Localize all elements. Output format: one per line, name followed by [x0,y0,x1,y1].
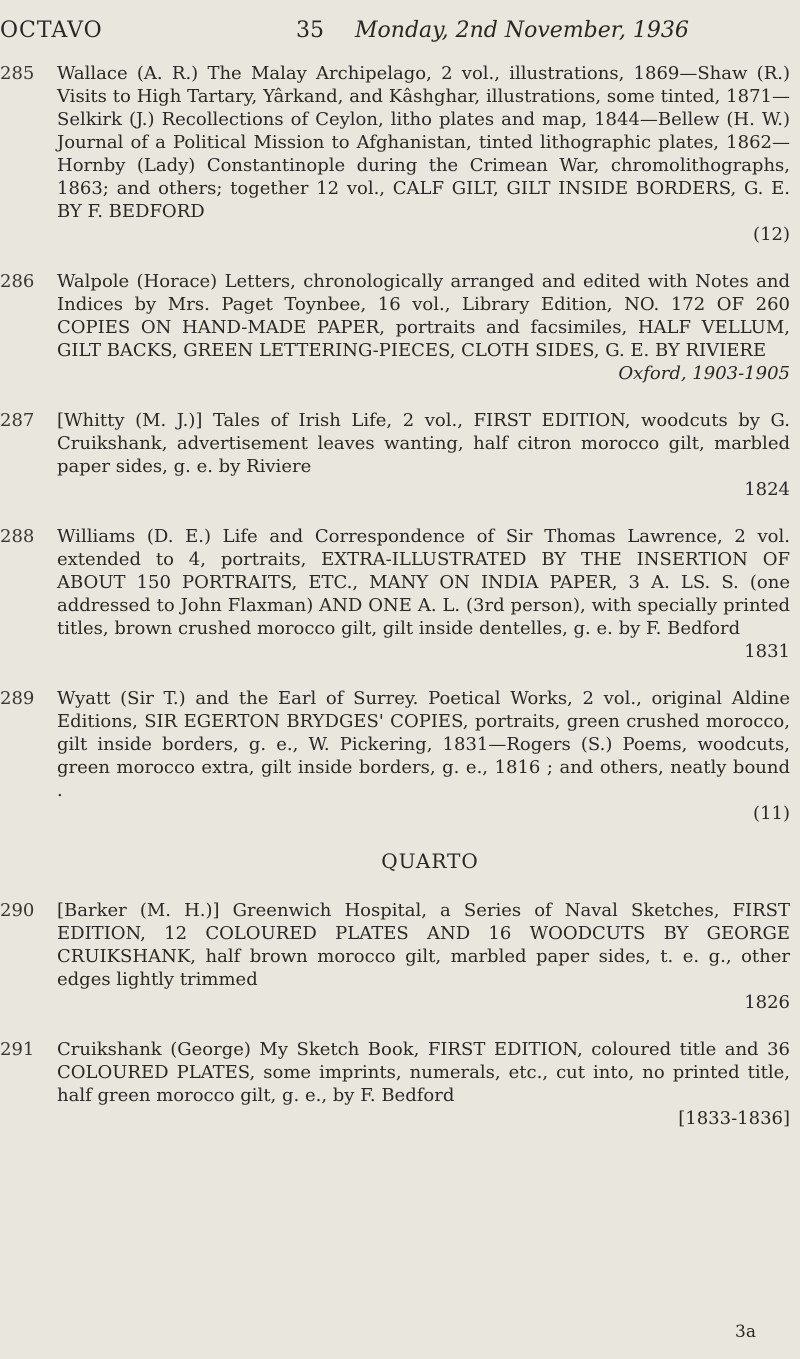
lot-entry [0,899,800,1014]
lot-quantity: (12) [753,224,790,245]
lot-entry [0,270,800,385]
page-number: 35 [296,18,324,43]
lot-entry [0,1038,800,1130]
lot-number: 289 [0,688,35,709]
sale-date: Monday, 2nd November, 1936 [355,18,689,43]
lot-description: Cruikshank (George) My Sketch Book, FIRST EDITION, coloured title and 36 COLOURED PLATES, some imprints, numerals, etc., cut into, no printed title, half green morocco gilt, g. e., by F. Bedford [57,1039,790,1106]
lot-year: 1824 [744,479,790,500]
lot-number: 286 [0,271,35,292]
lot-entry [0,525,800,663]
lot-year: 1826 [744,992,790,1013]
lot-number: 290 [0,900,35,921]
page-header [0,18,800,58]
lot-imprint: Oxford, 1903-1905 [618,363,790,384]
lot-entry [0,62,800,246]
signature-mark: 3a [735,1322,756,1342]
lot-year: 1831 [744,641,790,662]
catalogue-entries [0,62,800,1154]
lot-number: 285 [0,63,35,84]
lot-number: 287 [0,410,35,431]
section-label: OCTAVO [0,18,103,43]
lot-description: [Barker (M. H.)] Greenwich Hospital, a Series of Naval Sketches, FIRST EDITION, 12 COLOURED PLATES AND 16 WOODCUTS BY GEORGE CRUIKSHANK, half brown morocco gilt, marbled paper sides, t. e. g., other edges lightly trimmed [57,900,790,990]
lot-description: Williams (D. E.) Life and Correspondence of Sir Thomas Lawrence, 2 vol. extended to 4, portraits, EXTRA-ILLUSTRATED BY THE INSERTION OF ABOUT 150 PORTRAITS, ETC., MANY ON INDIA PAPER, 3 A. LS. S. (one addressed to John Flaxman) AND ONE A. L. (3rd person), with specially printed titles, brown crushed morocco gilt, gilt inside dentelles, g. e. by F. Bedford [57,526,790,639]
section-heading: QUARTO [381,849,479,873]
lot-quantity: (11) [753,803,790,824]
lot-year: [1833-1836] [678,1108,790,1129]
lot-number: 288 [0,526,35,547]
lot-description: [Whitty (M. J.)] Tales of Irish Life, 2 vol., FIRST EDITION, woodcuts by G. Cruikshank, advertisement leaves wanting, half citron morocco gilt, marbled paper sides, g. e. by Riviere [57,410,790,477]
lot-description: Walpole (Horace) Letters, chronologically arranged and edited with Notes and Indices by Mrs. Paget Toynbee, 16 vol., Library Edition, NO. 172 OF 260 COPIES ON HAND-MADE PAPER, portraits and facsimiles, HALF VELLUM, GILT BACKS, GREEN LETTERING-PIECES, CLOTH SIDES, G. E. BY RIVIERE [57,271,790,361]
lot-number: 291 [0,1039,35,1060]
lot-entry [0,409,800,501]
lot-entry [0,687,800,825]
lot-description: Wallace (A. R.) The Malay Archipelago, 2 vol., illustrations, 1869—Shaw (R.) Visits to High Tartary, Yârkand, and Kâshghar, illustrations, some tinted, 1871—Selkirk (J.) Recollections of Ceylon, litho plates and map, 1844—Bellew (H. W.) Journal of a Political Mission to Afghanistan, tinted lithographic plates, 1862—Hornby (Lady) Constantinople during the Crimean War, chromolithographs, 1863; and others; together 12 vol., CALF GILT, GILT INSIDE BORDERS, G. E. BY F. BEDFORD [57,63,790,222]
lot-description: Wyatt (Sir T.) and the Earl of Surrey. Poetical Works, 2 vol., original Aldine Editions, SIR EGERTON BRYDGES' COPIES, portraits, green crushed morocco, gilt inside borders, g. e., W. Pickering, 1831—Rogers (S.) Poems, woodcuts, green morocco extra, gilt inside borders, g. e., 1816 ; and others, neatly bound . [57,688,790,801]
